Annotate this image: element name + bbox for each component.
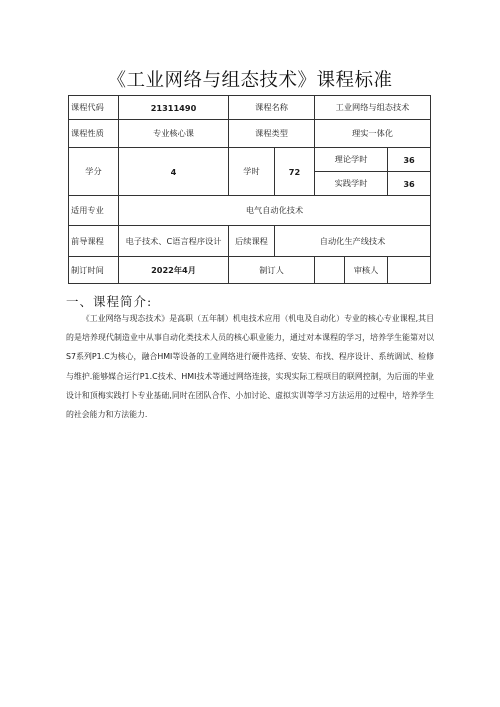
course-name-value: 工业网络与组态技术 (315, 96, 431, 120)
course-code-value: 21311490 (119, 96, 229, 120)
date-label: 制订时间 (69, 257, 119, 284)
row-course-code (69, 96, 431, 120)
row-prereq (69, 226, 431, 257)
document-title: 《工业网络与组态技术》课程标准 (107, 70, 393, 91)
major-value: 电气自动化技术 (119, 196, 431, 226)
course-info-table (68, 95, 431, 284)
course-nature-value: 专业核心课 (119, 120, 229, 148)
course-type-label: 课程类型 (229, 120, 315, 148)
section-heading-intro: 一、课程简介: (66, 294, 153, 309)
prereq-value: 电子技术、C语言程序设计 (119, 226, 229, 257)
course-name-label: 课程名称 (229, 96, 315, 120)
hours-label: 学时 (229, 148, 275, 196)
followup-value: 自动化生产线技术 (275, 226, 431, 257)
practice-hours-value: 36 (388, 172, 431, 196)
row-major (69, 196, 431, 226)
reviewer-label: 审核人 (345, 257, 388, 284)
row-course-nature (69, 120, 431, 148)
course-code-label: 课程代码 (69, 96, 119, 120)
hours-value: 72 (275, 148, 315, 196)
major-label: 适用专业 (69, 196, 119, 226)
credits-label: 学分 (69, 148, 119, 196)
row-credits-theory (69, 148, 431, 172)
course-type-value: 理实一体化 (315, 120, 431, 148)
prereq-label: 前导课程 (69, 226, 119, 257)
reviewer-value (388, 257, 431, 284)
theory-hours-label: 理论学时 (315, 148, 388, 172)
author-value (315, 257, 345, 284)
credits-value: 4 (119, 148, 229, 196)
row-date (69, 257, 431, 284)
followup-label: 后续课程 (229, 226, 275, 257)
section-body-intro: 《工业网络与现态技术》是高职（五年制）机电技术应用（机电及自动化）专业的核心专业课程,其目的是培养现代制造业中从事自动化类技术人员的核心职业能力，通过对本课程的学习，培养学生能第对以S7系列P1.C为核心，融合HMI等设备的工业网络进行硬件选择、安装、布找、程序设计、系统调试、检修与维护.能够媒合运行P1.C技术、HMI技术等通过网络连接，实现实际工程项目的联网控制，为后面的毕业设计和顶梅实践打卜专业基础,同时在团队合作、小加讨论、虚拟实训等学习方法运用的过程中，培养学生的社会能力和方法能力. (66, 314, 434, 420)
practice-hours-label: 实践学时 (315, 172, 388, 196)
theory-hours-value: 36 (388, 148, 431, 172)
date-value: 2022年4月 (119, 257, 229, 284)
author-label: 制订人 (229, 257, 315, 284)
course-nature-label: 课程性质 (69, 120, 119, 148)
